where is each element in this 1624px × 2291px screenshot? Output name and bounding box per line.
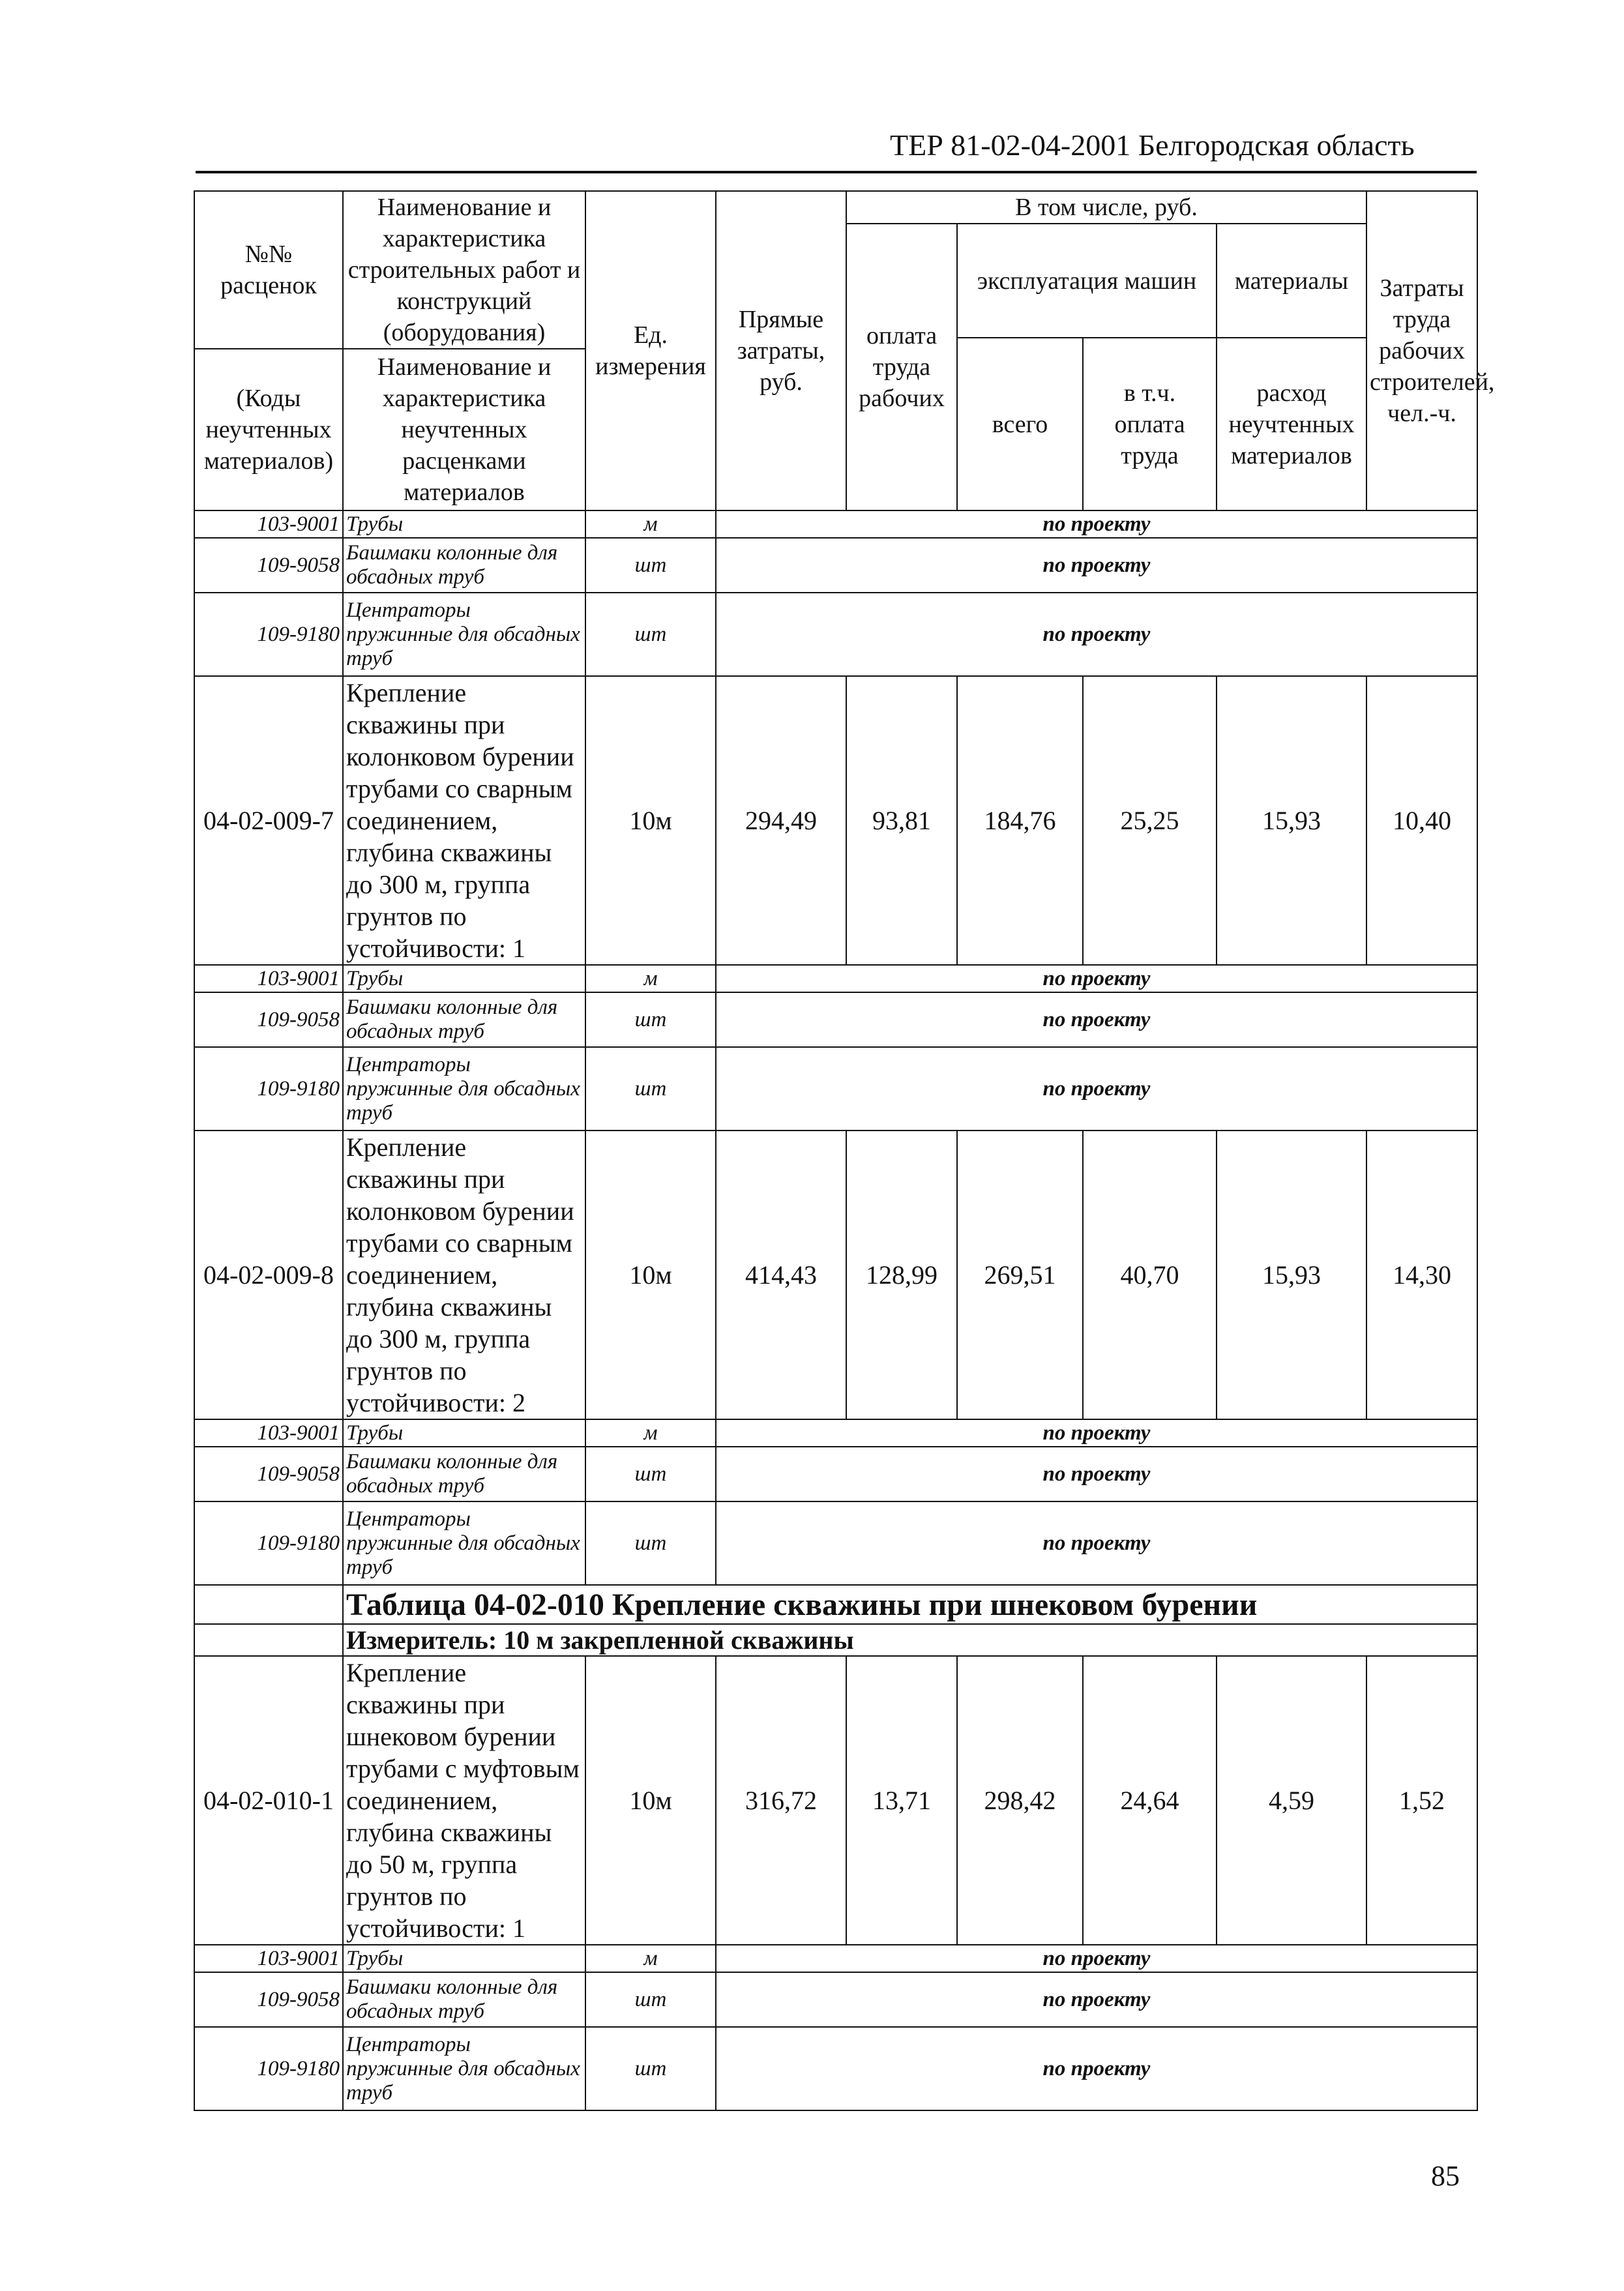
rate-machines-wages: 24,64 bbox=[1083, 1656, 1217, 1945]
material-code: 109-9058 bbox=[194, 1972, 343, 2027]
material-consumption: по проекту bbox=[716, 593, 1477, 676]
col-header-materials-sub: расход неучтенных материалов bbox=[1217, 338, 1366, 510]
material-name: Трубы bbox=[343, 1945, 585, 1972]
page-number: 85 bbox=[1431, 2160, 1460, 2192]
material-unit: шт bbox=[585, 538, 716, 593]
material-row bbox=[194, 2027, 1477, 2110]
material-code: 109-9058 bbox=[194, 538, 343, 593]
rate-name: Крепление скважины при колонковом бурении трубами со сварным соединением, глубина скважины до 300 м, группа грунтов по устойчивости: 1 bbox=[343, 676, 585, 965]
rate-row bbox=[194, 1131, 1477, 1419]
material-code: 109-9180 bbox=[194, 2027, 343, 2110]
col-header-machines-total: всего bbox=[957, 338, 1083, 510]
material-code: 109-9180 bbox=[194, 593, 343, 676]
rate-code: 04-02-009-8 bbox=[194, 1131, 343, 1419]
col-header-name: Наименование и характеристика строительных работ и конструкций (оборудования) bbox=[343, 191, 585, 349]
col-header-machines-wages: в т.ч. оплата труда bbox=[1083, 338, 1217, 510]
rates-table bbox=[194, 190, 1495, 2111]
material-consumption: по проекту bbox=[716, 992, 1477, 1047]
rate-row bbox=[194, 676, 1477, 965]
material-code: 109-9058 bbox=[194, 1447, 343, 1501]
material-code: 109-9180 bbox=[194, 1501, 343, 1585]
rate-labor: 14,30 bbox=[1366, 1131, 1477, 1419]
material-unit: шт bbox=[585, 992, 716, 1047]
rate-materials: 4,59 bbox=[1217, 1656, 1366, 1945]
material-consumption: по проекту bbox=[716, 965, 1477, 992]
col-header-labor: Затраты труда рабочих строителей, чел.-ч. bbox=[1366, 191, 1477, 510]
table-title: Таблица 04-02-010 Крепление скважины при шнековом бурении bbox=[343, 1585, 1477, 1624]
material-name: Башмаки колонные для обсадных труб bbox=[343, 992, 585, 1047]
material-consumption: по проекту bbox=[716, 510, 1477, 538]
material-row bbox=[194, 593, 1477, 676]
meter-row bbox=[194, 1624, 1477, 1656]
rate-row bbox=[194, 1656, 1477, 1945]
material-row bbox=[194, 965, 1477, 992]
table-meter: Измеритель: 10 м закрепленной скважины bbox=[343, 1624, 1477, 1656]
material-consumption: по проекту bbox=[716, 1447, 1477, 1501]
rate-wages: 13,71 bbox=[846, 1656, 957, 1945]
page-header: ТЕР 81-02-04-2001 Белгородская область bbox=[890, 128, 1415, 162]
rate-name: Крепление скважины при шнековом бурении трубами с муфтовым соединением, глубина скважины до 50 м, группа грунтов по устойчивости: 1 bbox=[343, 1656, 585, 1945]
material-consumption: по проекту bbox=[716, 1501, 1477, 1585]
material-code: 103-9001 bbox=[194, 1945, 343, 1972]
material-row bbox=[194, 1972, 1477, 2027]
col-header-incl: В том числе, руб. bbox=[846, 191, 1366, 224]
material-unit: шт bbox=[585, 1047, 716, 1131]
material-consumption: по проекту bbox=[716, 538, 1477, 593]
rate-machines-total: 184,76 bbox=[957, 676, 1083, 965]
material-name: Башмаки колонные для обсадных труб bbox=[343, 1447, 585, 1501]
material-unit: шт bbox=[585, 1972, 716, 2027]
material-unit: м bbox=[585, 510, 716, 538]
col-header-wages: оплата труда рабочих bbox=[846, 224, 957, 510]
material-unit: шт bbox=[585, 593, 716, 676]
material-name: Центраторы пружинные для обсадных труб bbox=[343, 593, 585, 676]
col-header-direct: Прямые затраты, руб. bbox=[716, 191, 846, 510]
rate-code: 04-02-009-7 bbox=[194, 676, 343, 965]
material-name: Башмаки колонные для обсадных труб bbox=[343, 538, 585, 593]
material-name: Башмаки колонные для обсадных труб bbox=[343, 1972, 585, 2027]
material-row bbox=[194, 538, 1477, 593]
material-code: 103-9001 bbox=[194, 965, 343, 992]
rate-wages: 128,99 bbox=[846, 1131, 957, 1419]
material-unit: м bbox=[585, 1945, 716, 1972]
rate-name: Крепление скважины при колонковом бурении трубами со сварным соединением, глубина скважины до 300 м, группа грунтов по устойчивости: 2 bbox=[343, 1131, 585, 1419]
material-code: 103-9001 bbox=[194, 510, 343, 538]
material-name: Центраторы пружинные для обсадных труб bbox=[343, 2027, 585, 2110]
rate-machines-total: 269,51 bbox=[957, 1131, 1083, 1419]
table-title-row bbox=[194, 1585, 1477, 1624]
material-consumption: по проекту bbox=[716, 2027, 1477, 2110]
col-header-code-sub: (Коды неучтенных материалов) bbox=[194, 349, 343, 510]
col-header-name-sub: Наименование и характеристика неучтенных расценками материалов bbox=[343, 349, 585, 510]
rate-unit: 10м bbox=[585, 1131, 716, 1419]
rate-machines-total: 298,42 bbox=[957, 1656, 1083, 1945]
material-row bbox=[194, 1501, 1477, 1585]
material-row bbox=[194, 1419, 1477, 1447]
rate-labor: 10,40 bbox=[1366, 676, 1477, 965]
material-code: 109-9058 bbox=[194, 992, 343, 1047]
material-name: Трубы bbox=[343, 1419, 585, 1447]
material-consumption: по проекту bbox=[716, 1945, 1477, 1972]
material-consumption: по проекту bbox=[716, 1047, 1477, 1131]
material-unit: шт bbox=[585, 1501, 716, 1585]
material-unit: м bbox=[585, 1419, 716, 1447]
rate-materials: 15,93 bbox=[1217, 676, 1366, 965]
rate-code: 04-02-010-1 bbox=[194, 1656, 343, 1945]
rate-labor: 1,52 bbox=[1366, 1656, 1477, 1945]
material-row bbox=[194, 1945, 1477, 1972]
material-name: Центраторы пружинные для обсадных труб bbox=[343, 1047, 585, 1131]
col-header-materials: материалы bbox=[1217, 224, 1366, 338]
material-row bbox=[194, 992, 1477, 1047]
material-unit: шт bbox=[585, 2027, 716, 2110]
material-row bbox=[194, 1447, 1477, 1501]
material-row bbox=[194, 1047, 1477, 1131]
material-name: Трубы bbox=[343, 510, 585, 538]
material-unit: м bbox=[585, 965, 716, 992]
header-rule bbox=[196, 171, 1477, 173]
material-row bbox=[194, 510, 1477, 538]
rate-unit: 10м bbox=[585, 1656, 716, 1945]
material-code: 109-9180 bbox=[194, 1047, 343, 1131]
rate-machines-wages: 25,25 bbox=[1083, 676, 1217, 965]
rate-unit: 10м bbox=[585, 676, 716, 965]
rate-materials: 15,93 bbox=[1217, 1131, 1366, 1419]
rate-direct: 316,72 bbox=[716, 1656, 846, 1945]
material-unit: шт bbox=[585, 1447, 716, 1501]
rate-direct: 414,43 bbox=[716, 1131, 846, 1419]
material-consumption: по проекту bbox=[716, 1419, 1477, 1447]
material-name: Центраторы пружинные для обсадных труб bbox=[343, 1501, 585, 1585]
rate-direct: 294,49 bbox=[716, 676, 846, 965]
rate-wages: 93,81 bbox=[846, 676, 957, 965]
col-header-code: №№ расценок bbox=[194, 191, 343, 349]
col-header-unit: Ед. измерения bbox=[585, 191, 716, 510]
material-name: Трубы bbox=[343, 965, 585, 992]
col-header-machines: эксплуатация машин bbox=[957, 224, 1217, 338]
material-consumption: по проекту bbox=[716, 1972, 1477, 2027]
material-code: 103-9001 bbox=[194, 1419, 343, 1447]
rate-machines-wages: 40,70 bbox=[1083, 1131, 1217, 1419]
